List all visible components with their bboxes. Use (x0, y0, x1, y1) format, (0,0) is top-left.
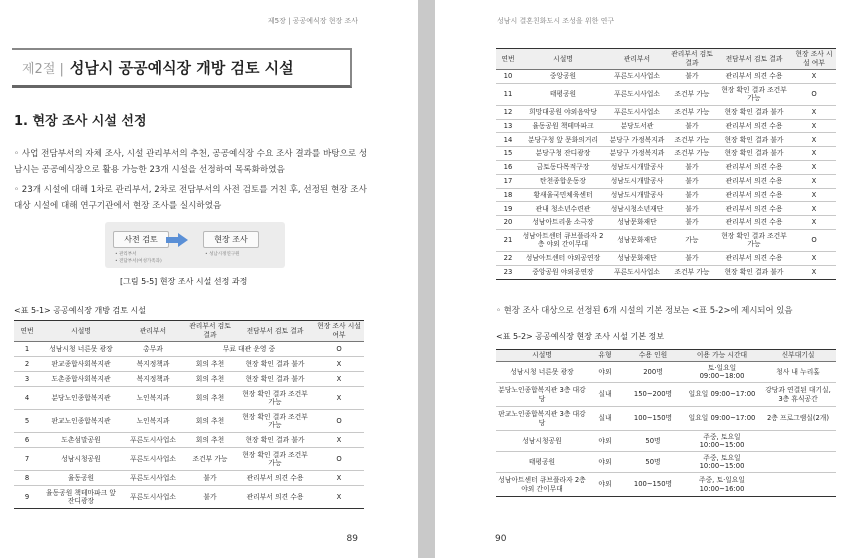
column-header: 관리부서 (606, 49, 668, 70)
table-row (496, 216, 836, 230)
table-cell: 조건부 가능 (668, 83, 716, 105)
table-cell: 성남아트센터 야외공연장 (520, 251, 606, 265)
table-cell: 회의 추천 (184, 410, 236, 433)
flow-sub-2: • 성남시정연구원 (205, 252, 240, 257)
table-cell: 야외 (588, 473, 622, 497)
column-header: 시설명 (496, 350, 588, 362)
table-cell: 21 (496, 229, 520, 251)
table-cell: 200명 (622, 362, 684, 383)
figure-caption: [그림 5-5] 현장 조사 시설 선정 과정 (120, 277, 248, 286)
table-cell: 푸른도시사업소 (122, 471, 184, 486)
process-diagram (105, 222, 285, 268)
table-row (14, 357, 364, 372)
table-cell: X (314, 486, 364, 509)
flow-box-field-survey: 현장 조사 (203, 231, 259, 248)
paragraph-2: ◦ 23개 시설에 대해 1차로 관리부서, 2차로 전담부서의 사전 검토를 거친 후, 선정된 현장 조사 대상 시설에 대해 연구기관에서 현장 조사를 실시하였음 (14, 185, 367, 211)
table-cell: 푸른도시사업소 (122, 486, 184, 509)
table-cell: 불가 (668, 216, 716, 230)
column-header: 신부대기실 (760, 350, 836, 362)
table-cell: 불가 (668, 119, 716, 133)
table-row (496, 70, 836, 84)
table-row (496, 174, 836, 188)
table-cell: 율동공원 (40, 471, 122, 486)
table-cell: 11 (496, 83, 520, 105)
table-cell: 성남아트센터 큐브플라자 2층 야외 간이무대 (520, 229, 606, 251)
column-header: 유형 (588, 350, 622, 362)
table-cell: 불가 (184, 486, 236, 509)
table-cell: 판교종합사회복지관 (40, 357, 122, 372)
table-cell: 성남아트센터 큐브플라자 2층 야외 간이무대 (496, 473, 588, 497)
table-cell: 불가 (668, 251, 716, 265)
table-cell: O (314, 448, 364, 471)
table-row (496, 188, 836, 202)
table-cell: X (314, 372, 364, 387)
table-cell: 3 (14, 372, 40, 387)
column-header: 연번 (14, 321, 40, 342)
table-cell: 도촌종합사회복지관 (40, 372, 122, 387)
table-cell: 복지정책과 (122, 372, 184, 387)
column-header: 전담부서 검토 결과 (236, 321, 314, 342)
table-cell: 관리부서 의견 수용 (716, 216, 792, 230)
table-cell: 노인복지과 (122, 387, 184, 410)
table-row (496, 105, 836, 119)
table-cell: 푸른도시사업소 (122, 433, 184, 448)
table-cell: 가능 (668, 229, 716, 251)
table-cell: X (792, 133, 836, 147)
table-cell: 관리부서 의견 수용 (236, 486, 314, 509)
flow-sub-1a: • 관리부서 (115, 252, 137, 257)
table-cell: 성남시청공원 (40, 448, 122, 471)
table-cell: 불가 (668, 70, 716, 84)
table-cell: 현장 확인 결과 불가 (716, 147, 792, 161)
table-cell: 분당도서관 (606, 119, 668, 133)
table-cell: 조건부 가능 (184, 448, 236, 471)
table-cell: 노인복지과 (122, 410, 184, 433)
table-cell: 현장 확인 결과 조건부 가능 (716, 83, 792, 105)
table-cell: 토·일요일 09:00~18:00 (684, 362, 760, 383)
table-cell: 50명 (622, 431, 684, 452)
left-page (0, 0, 418, 558)
table-cell: 분당노인종합복지관 3층 대강당 (496, 383, 588, 407)
table-cell: O (792, 83, 836, 105)
table-cell: 회의 추천 (184, 387, 236, 410)
section-title: 성남시 공공예식장 개방 검토 시설 (69, 59, 294, 77)
table-cell: 주중, 토요일 10:00~15:00 (684, 452, 760, 473)
column-header: 관리부서 검토 결과 (184, 321, 236, 342)
table-cell: 성남도시개발공사 (606, 160, 668, 174)
table-cell: 14 (496, 133, 520, 147)
table-cell: 관리부서 의견 수용 (716, 174, 792, 188)
table-cell: O (314, 342, 364, 357)
table-cell (760, 431, 836, 452)
table-cell: 12 (496, 105, 520, 119)
table-cell: 강당과 연결된 대기실, 3층 휴식공간 (760, 383, 836, 407)
table-row (14, 471, 364, 486)
table-cell: X (314, 433, 364, 448)
table-row (14, 372, 364, 387)
table-cell: 불가 (184, 471, 236, 486)
table-cell: X (792, 70, 836, 84)
table-cell: X (314, 387, 364, 410)
table-row (496, 473, 836, 497)
table-cell: 불가 (668, 202, 716, 216)
table-cell: 도촌섬말공원 (40, 433, 122, 448)
table-cell: 현장 확인 결과 불가 (716, 133, 792, 147)
table-row (496, 431, 836, 452)
table-cell: 푸른도시사업소 (606, 83, 668, 105)
table-cell: 10 (496, 70, 520, 84)
table-row (496, 119, 836, 133)
flow-arrow-icon (178, 233, 188, 247)
table-cell: 일요일 09:00~17:00 (684, 407, 760, 431)
table-cell: 회의 추천 (184, 433, 236, 448)
table-cell: 탄천종합운동장 (520, 174, 606, 188)
right-page-number: 90 (495, 534, 507, 544)
table-cell: 8 (14, 471, 40, 486)
table-cell: O (792, 229, 836, 251)
table-row (14, 448, 364, 471)
table-cell: 관리부서 의견 수용 (716, 188, 792, 202)
table-row (496, 362, 836, 383)
table-cell: 황새울국민체육센터 (520, 188, 606, 202)
table-cell: X (792, 216, 836, 230)
table-cell: 금토동다목적구장 (520, 160, 606, 174)
table-cell: 20 (496, 216, 520, 230)
column-header: 시설명 (40, 321, 122, 342)
facilities-table-1 (14, 320, 364, 509)
facilities-table-2 (496, 48, 836, 280)
table-cell: 총무과 (122, 342, 184, 357)
table-cell: 6 (14, 433, 40, 448)
table-cell: 분당구청 잔디광장 (520, 147, 606, 161)
table-cell: 불가 (668, 160, 716, 174)
left-page-number: 89 (346, 534, 358, 544)
table-cell: 현장 확인 결과 조건부 가능 (236, 448, 314, 471)
table-cell: 조건부 가능 (668, 265, 716, 279)
table-row (496, 202, 836, 216)
table-cell: 청사 내 누리홀 (760, 362, 836, 383)
table-cell: 성남시청 너른못 광장 (496, 362, 588, 383)
table-cell: 150~200명 (622, 383, 684, 407)
table-cell: 16 (496, 160, 520, 174)
table-cell: 관리부서 의견 수용 (716, 202, 792, 216)
table-row (496, 160, 836, 174)
survey-facilities-table (496, 349, 836, 497)
table-cell: 현장 확인 결과 불가 (236, 433, 314, 448)
table-cell: 분당구 가정복지과 (606, 133, 668, 147)
table-cell: 주중, 토요일 10:00~15:00 (684, 431, 760, 452)
table-cell: 5 (14, 410, 40, 433)
table-cell: 관리부서 의견 수용 (716, 160, 792, 174)
table-cell: X (792, 251, 836, 265)
table-cell: 관리부서 의견 수용 (716, 251, 792, 265)
table-cell: 성남도시개발공사 (606, 188, 668, 202)
table-cell: 17 (496, 174, 520, 188)
table-cell: X (314, 357, 364, 372)
table-row (496, 452, 836, 473)
table-cell: 50명 (622, 452, 684, 473)
table-cell: 18 (496, 188, 520, 202)
table-cell: 율동공원 책테마파크 앞 잔디광장 (40, 486, 122, 509)
table-cell: 9 (14, 486, 40, 509)
paragraph-1: ◦ 사업 전담부서의 자체 조사, 시설 관리부서의 추천, 공공예식장 수요 조사 결과를 바탕으로 성남시는 공공예식장으로 활용 가능한 23개 시설을 선정하여 목록화하였음 (14, 149, 368, 175)
right-running-header: 성남시 결혼친화도시 조성을 위한 연구 (497, 17, 615, 25)
table-cell: 실내 (588, 407, 622, 431)
table-cell: 4 (14, 387, 40, 410)
table-cell: 성남아트리움 소극장 (520, 216, 606, 230)
table-cell: 성남시청 너른못 광장 (40, 342, 122, 357)
table-cell: X (792, 147, 836, 161)
table-cell: 분당노인종합복지관 (40, 387, 122, 410)
table-cell: 관내 청소년수련관 (520, 202, 606, 216)
table-cell: 희망대공원 야외음악당 (520, 105, 606, 119)
table-cell: 복지정책과 (122, 357, 184, 372)
table-row (14, 387, 364, 410)
table-cell: 일요일 09:00~17:00 (684, 383, 760, 407)
table-cell (760, 452, 836, 473)
flow-sub-1b: • 전담부서(여성가족과) (115, 259, 162, 264)
column-header: 이용 가능 시간대 (684, 350, 760, 362)
table-cell: 15 (496, 147, 520, 161)
table-cell: 관리부서 의견 수용 (716, 70, 792, 84)
table-cell: X (792, 105, 836, 119)
table-row (496, 383, 836, 407)
column-header: 전담부서 검토 결과 (716, 49, 792, 70)
table-cell: X (792, 160, 836, 174)
table-cell: 현장 확인 결과 불가 (716, 105, 792, 119)
table-cell: 2층 프로그램실(2개) (760, 407, 836, 431)
table-row (14, 486, 364, 509)
left-running-header: 제5장 | 공공예식장 현장 조사 (267, 17, 358, 25)
table-cell: 중앙공원 (520, 70, 606, 84)
table-row (496, 83, 836, 105)
table-cell (760, 473, 836, 497)
table-row (14, 410, 364, 433)
table-cell: 7 (14, 448, 40, 471)
table-cell: 푸른도시사업소 (606, 70, 668, 84)
table-cell: 100~150명 (622, 473, 684, 497)
column-header: 현장 조사 시설 여부 (314, 321, 364, 342)
table-row (496, 251, 836, 265)
table-cell: 태평공원 (496, 452, 588, 473)
table-cell: 판교노인종합복지관 (40, 410, 122, 433)
table-cell: 현장 확인 결과 불가 (236, 372, 314, 387)
column-header: 현장 조사 시설 여부 (792, 49, 836, 70)
table-cell: 현장 확인 결과 불가 (236, 357, 314, 372)
table-cell: X (792, 174, 836, 188)
table-cell: X (792, 119, 836, 133)
table-cell: 불가 (668, 174, 716, 188)
column-header: 관리부서 (122, 321, 184, 342)
table-cell: 무료 대관 운영 중 (184, 342, 314, 357)
table-cell: X (792, 202, 836, 216)
table-cell: 조건부 가능 (668, 133, 716, 147)
table-cell: 성남문화재단 (606, 251, 668, 265)
table-cell: 야외 (588, 452, 622, 473)
table-cell: X (792, 188, 836, 202)
table-cell: X (792, 265, 836, 279)
table-cell: 실내 (588, 383, 622, 407)
table-cell: 현장 확인 결과 조건부 가능 (236, 410, 314, 433)
table-cell: 야외 (588, 431, 622, 452)
table-cell: 야외 (588, 362, 622, 383)
table-cell: 조건부 가능 (668, 147, 716, 161)
subsection-heading: 1. 현장 조사 시설 선정 (14, 114, 147, 129)
table-cell: 중앙공원 야외공연장 (520, 265, 606, 279)
table-cell: 불가 (668, 188, 716, 202)
section-number: 제2절 | (22, 62, 64, 77)
table-cell: 23 (496, 265, 520, 279)
table-cell: 주중, 토·일요일 10:00~16:00 (684, 473, 760, 497)
table-cell: 분당구청 앞 문화의거리 (520, 133, 606, 147)
table3-caption: <표 5-2> 공공예식장 현장 조사 시설 기본 정보 (496, 332, 664, 341)
column-header: 연번 (496, 49, 520, 70)
table-row (14, 433, 364, 448)
table1-caption: <표 5-1> 공공예식장 개방 검토 시설 (14, 306, 146, 315)
table-cell: 1 (14, 342, 40, 357)
table-cell: 분당구 가정복지과 (606, 147, 668, 161)
table-cell: 판교노인종합복지관 3층 대강당 (496, 407, 588, 431)
table-cell: 관리부서 의견 수용 (716, 119, 792, 133)
table-cell: 성남도시개발공사 (606, 174, 668, 188)
column-header: 시설명 (520, 49, 606, 70)
table-cell: 현장 확인 결과 조건부 가능 (716, 229, 792, 251)
table-row (496, 407, 836, 431)
table-cell: 13 (496, 119, 520, 133)
column-header: 관리부서 검토 결과 (668, 49, 716, 70)
table-cell: 2 (14, 357, 40, 372)
flow-box-pre-review: 사전 검토 (113, 231, 169, 248)
table-cell: 관리부서 의견 수용 (236, 471, 314, 486)
table-cell: 성남문화재단 (606, 216, 668, 230)
table-cell: 푸른도시사업소 (606, 105, 668, 119)
table-cell: 100~150명 (622, 407, 684, 431)
table-cell: 현장 확인 결과 조건부 가능 (236, 387, 314, 410)
table-cell: 성남시청소년재단 (606, 202, 668, 216)
column-header: 수용 인원 (622, 350, 684, 362)
table-cell: 회의 추천 (184, 357, 236, 372)
table-cell: 율동공원 책테마파크 (520, 119, 606, 133)
table-row (496, 133, 836, 147)
table-cell: 성남시청공원 (496, 431, 588, 452)
table-row (496, 265, 836, 279)
table-cell: X (314, 471, 364, 486)
table-cell: O (314, 410, 364, 433)
table-cell: 푸른도시사업소 (606, 265, 668, 279)
table-cell: 회의 추천 (184, 372, 236, 387)
table-cell: 19 (496, 202, 520, 216)
table-cell: 푸른도시사업소 (122, 448, 184, 471)
table-cell: 조건부 가능 (668, 105, 716, 119)
table2-note: ◦ 현장 조사 대상으로 선정된 6개 시설의 기본 정보는 <표 5-2>에 제시되어 있음 (496, 305, 793, 315)
section-title-box (12, 48, 352, 88)
table-cell: 성남문화재단 (606, 229, 668, 251)
table-cell: 현장 확인 결과 불가 (716, 265, 792, 279)
table-row (496, 229, 836, 251)
table-cell: 22 (496, 251, 520, 265)
table-row (14, 342, 364, 357)
table-row (496, 147, 836, 161)
table-cell: 태평공원 (520, 83, 606, 105)
